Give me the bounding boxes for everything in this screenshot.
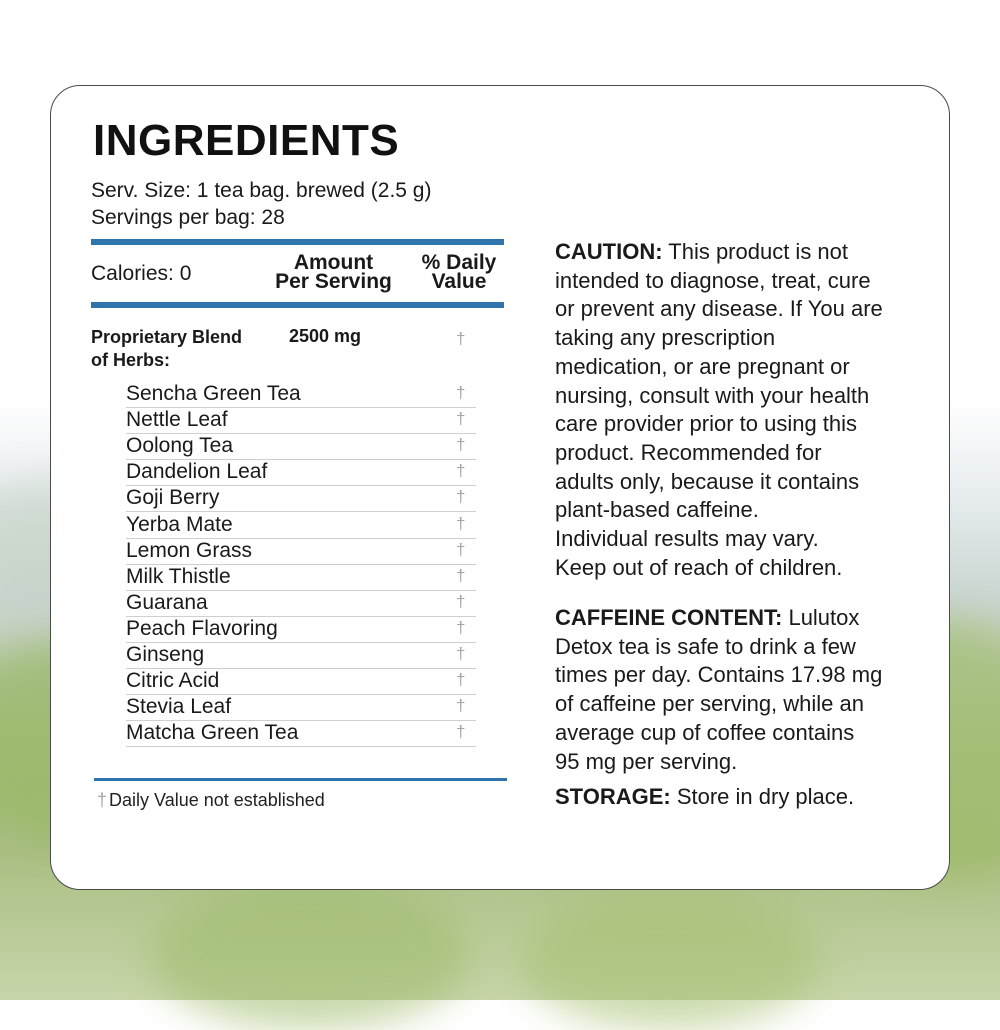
- dagger-mark: †: [97, 790, 108, 810]
- ingredient-row: [126, 643, 476, 669]
- calories-label: Calories: 0: [91, 262, 192, 285]
- dagger-mark: †: [456, 435, 466, 455]
- ingredient-row: [126, 434, 476, 460]
- ingredient-row: [126, 669, 476, 695]
- table-top-bar: [91, 239, 504, 245]
- caution-line: intended to diagnose, treat, cure: [555, 267, 871, 293]
- caution-line: Keep out of reach of children.: [555, 554, 843, 580]
- dagger-mark: †: [456, 591, 466, 611]
- serving-size: Serv. Size: 1 tea bag. brewed (2.5 g): [91, 179, 432, 202]
- caution-line: or prevent any disease. If You are: [555, 296, 883, 322]
- ingredient-row: [126, 565, 476, 591]
- dagger-mark: †: [456, 644, 466, 663]
- caffeine-line: of caffeine per serving, while an: [555, 691, 864, 717]
- ingredient-name: Guarana: [126, 590, 208, 614]
- ingredient-name: Nettle Leaf: [126, 408, 228, 432]
- background-leaf: [520, 890, 820, 1030]
- background-leaf: [150, 880, 470, 1030]
- caution-line: plant-based caffeine.: [555, 497, 759, 523]
- ingredient-name: Citric Acid: [126, 669, 220, 693]
- ingredient-row: [126, 695, 476, 721]
- caffeine-line: Detox tea is safe to drink a few: [555, 633, 856, 659]
- ingredient-name: Milk Thistle: [126, 564, 231, 588]
- dagger-mark: †: [456, 329, 466, 348]
- caution-line: Individual results may vary.: [555, 526, 819, 552]
- caution-line: product. Recommended for: [555, 439, 822, 465]
- daily-value-footnote: † Daily Value not established: [97, 790, 325, 810]
- servings-per-bag: Servings per bag: 28: [91, 206, 285, 229]
- table-bottom-bar: [94, 778, 507, 781]
- ingredient-name: Matcha Green Tea: [126, 721, 299, 745]
- caffeine-content-text: [555, 604, 915, 776]
- caution-line: care provider prior to using this: [555, 411, 858, 437]
- caution-line: nursing, consult with your health: [555, 382, 870, 408]
- proprietary-blend-label: Proprietary Blend of Herbs:: [91, 327, 243, 370]
- dagger-mark: †: [456, 461, 466, 481]
- ingredient-row: [126, 486, 476, 512]
- dagger-mark: †: [456, 513, 466, 533]
- dagger-mark: †: [456, 565, 466, 585]
- caution-label: CAUTION:: [555, 239, 663, 264]
- dagger-mark: †: [456, 696, 466, 716]
- dagger-mark: †: [456, 383, 466, 402]
- ingredient-name: Oolong Tea: [126, 434, 234, 458]
- page-title: INGREDIENTS: [93, 116, 400, 165]
- caution-line: adults only, because it contains: [555, 468, 860, 494]
- ingredient-row: [126, 460, 476, 486]
- ingredient-name: Goji Berry: [126, 486, 220, 510]
- ingredient-name: Stevia Leaf: [126, 695, 232, 719]
- caution-line: This product is not: [668, 239, 849, 264]
- storage-label: STORAGE:: [555, 784, 671, 809]
- ingredient-row: [126, 408, 476, 434]
- caffeine-line: times per day. Contains 17.98 mg: [555, 662, 883, 688]
- caffeine-content-label: CAFFEINE CONTENT:: [555, 605, 783, 630]
- ingredients-card: [50, 85, 950, 890]
- ingredient-row: [126, 382, 476, 408]
- dagger-mark: †: [456, 487, 466, 507]
- storage-text: STORAGE: Store in dry place.: [555, 784, 855, 809]
- ingredient-name: Lemon Grass: [126, 538, 253, 562]
- dagger-mark: †: [456, 722, 466, 742]
- ingredient-name: Sencha Green Tea: [126, 382, 301, 405]
- ingredient-name: Ginseng: [126, 643, 205, 666]
- ingredient-row: [126, 591, 476, 617]
- dagger-mark: †: [456, 670, 466, 690]
- caution-text: [555, 238, 915, 582]
- caution-line: medication, or are pregnant or: [555, 353, 850, 379]
- ingredient-row: [126, 617, 476, 643]
- ingredient-name: Dandelion Leaf: [126, 460, 268, 484]
- dagger-mark: †: [456, 409, 466, 429]
- dagger-mark: †: [456, 539, 466, 559]
- ingredient-name: Yerba Mate: [126, 512, 233, 536]
- ingredient-name: Peach Flavoring: [126, 616, 278, 640]
- caffeine-line: Lulutox: [788, 605, 860, 630]
- table-header-bar: [91, 302, 504, 308]
- caffeine-line: average cup of coffee contains: [555, 719, 855, 745]
- dagger-mark: †: [456, 617, 466, 637]
- ingredient-row: [126, 539, 476, 565]
- caffeine-line: 95 mg per serving.: [555, 748, 738, 774]
- ingredient-row: [126, 513, 476, 539]
- amount-header: Amount Per Serving: [275, 251, 392, 293]
- ingredient-row: [126, 721, 476, 747]
- proprietary-blend-amount: 2500 mg: [289, 326, 362, 346]
- caution-line: taking any prescription: [555, 325, 776, 351]
- daily-value-header: % Daily Value: [421, 251, 497, 293]
